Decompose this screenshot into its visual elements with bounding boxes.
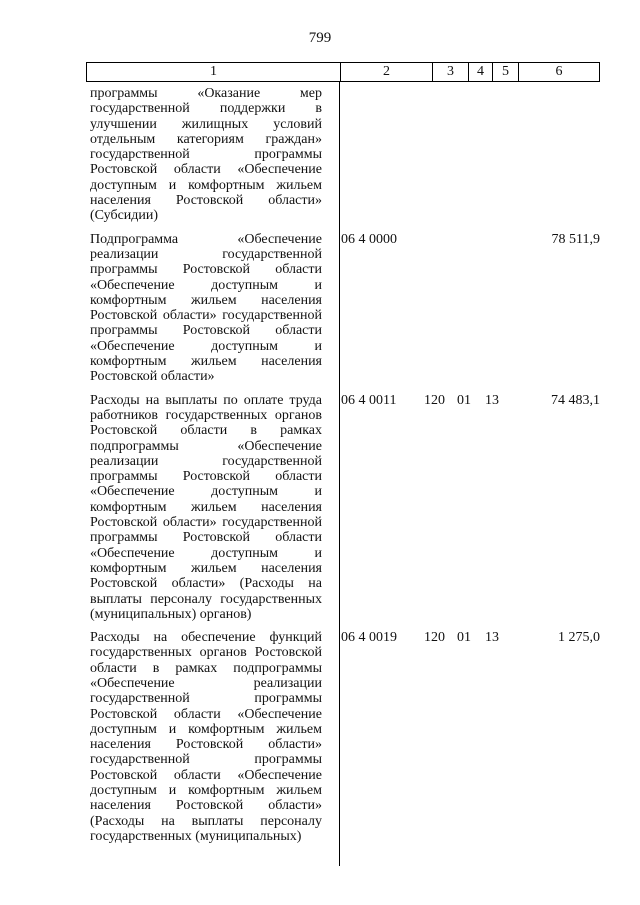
row-expense-type: 120 <box>424 392 445 408</box>
row-amount: 78 511,9 <box>551 231 600 247</box>
table-row <box>90 393 600 622</box>
table-row <box>90 86 600 224</box>
header-col-2: 2 <box>340 63 432 81</box>
row-description: Расходы на обеспечение функций государственных органов Ростовской области в рамках подпрограммы «Обеспечение реализации государственной программы Ростовской области «Обеспечение доступным и комфортным жильем населения Ростовской области» государственной программы Ростовской области «Обеспечение доступным и комфортным жильем населения Ростовской области» (Расходы на выплаты персоналу государственных (муниципальных) <box>90 630 322 844</box>
header-col-5: 5 <box>492 63 518 81</box>
header-col-6: 6 <box>518 63 599 81</box>
page-number: 799 <box>308 30 332 46</box>
row-subsection: 13 <box>485 392 499 408</box>
row-code: 06 4 0011 <box>341 392 397 408</box>
row-code: 06 4 0000 <box>341 231 397 247</box>
row-section: 01 <box>457 392 471 408</box>
row-code: 06 4 0019 <box>341 630 397 646</box>
row-subsection: 13 <box>485 630 499 646</box>
table-body <box>90 86 600 852</box>
header-col-4: 4 <box>468 63 492 81</box>
header-col-3: 3 <box>432 63 468 81</box>
row-description: Расходы на выплаты по оплате труда работников государственных органов Ростовской области в рамках подпрограммы «Обеспечение реализации государственной программы Ростовской области «Обеспечение доступным и комфортным жильем населения Ростовской области» государственной программы Ростовской области «Обеспечение доступным и комфортным жильем населения Ростовской области» (Расходы на выплаты персоналу государственных (муниципальных) органов) <box>90 392 322 622</box>
row-amount: 74 483,1 <box>551 392 600 408</box>
row-expense-type: 120 <box>424 630 445 646</box>
table-row <box>90 630 600 844</box>
row-description: Подпрограмма «Обеспечение реализации государственной программы Ростовской области «Обеспечение доступным и комфортным жильем населения Ростовской области» государственной программы Ростовской области «Обеспечение доступным и комфортным жильем населения Ростовской области» <box>90 231 322 385</box>
table-row <box>90 232 600 385</box>
row-amount: 1 275,0 <box>558 630 600 646</box>
row-section: 01 <box>457 630 471 646</box>
table-header <box>86 62 600 82</box>
row-description: программы «Оказание мер государственной поддержки в улучшении жилищных условий отдельным категориям граждан» государственной программы Ростовской области «Обеспечение доступным и комфортным жильем населения Ростовской области» (Субсидии) <box>90 86 322 224</box>
header-col-1: 1 <box>210 64 217 79</box>
